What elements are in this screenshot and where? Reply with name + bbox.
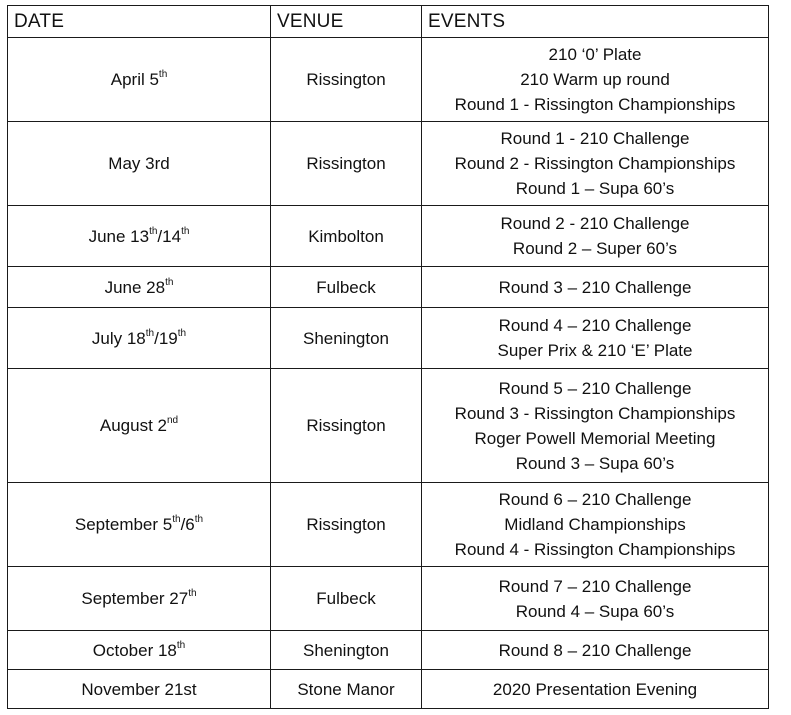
date-ordinal-suffix: th <box>194 514 204 526</box>
event-item: Round 5 – 210 Challenge <box>498 378 692 398</box>
date-ordinal-suffix: th <box>176 639 186 651</box>
event-item: Round 8 – 210 Challenge <box>498 640 692 660</box>
table-row <box>8 369 769 483</box>
event-item: 210 ‘0’ Plate <box>548 45 642 64</box>
date-text: September 5 <box>74 515 173 534</box>
event-item: Round 7 – 210 Challenge <box>498 576 692 596</box>
date-cell <box>8 483 271 567</box>
date-cell <box>8 206 271 267</box>
venue-header: VENUE <box>271 6 422 38</box>
events-cell <box>422 308 769 369</box>
event-item: Midland Championships <box>504 515 686 534</box>
date-text: /19 <box>154 328 178 348</box>
event-item: Roger Powell Memorial Meeting <box>474 428 716 448</box>
schedule-table <box>7 5 769 709</box>
date-text: June 13 <box>88 226 150 246</box>
events-header: EVENTS <box>422 6 769 38</box>
events-cell <box>422 206 769 267</box>
event-item: Round 4 - Rissington Championships <box>454 540 736 559</box>
venue-cell: Rissington <box>271 369 422 483</box>
date-text: June 28 <box>104 277 166 297</box>
venue-cell: Shenington <box>271 631 422 670</box>
event-item: Round 6 – 210 Challenge <box>498 490 692 509</box>
event-item: 210 Warm up round <box>520 70 670 89</box>
date-cell <box>8 308 271 369</box>
event-item: Round 1 – Supa 60’s <box>515 179 675 198</box>
table-row <box>8 631 769 670</box>
event-item: Round 3 - Rissington Championships <box>454 403 736 423</box>
events-cell <box>422 122 769 206</box>
date-ordinal-suffix: th <box>145 327 155 339</box>
date-ordinal-suffix: th <box>181 225 190 237</box>
date-ordinal-suffix: th <box>165 276 174 288</box>
event-item: Round 2 - 210 Challenge <box>500 214 690 233</box>
date-text: April 5 <box>110 70 159 89</box>
events-cell <box>422 567 769 631</box>
table-row <box>8 267 769 308</box>
event-item: Round 3 – 210 Challenge <box>498 277 692 297</box>
table-row <box>8 308 769 369</box>
table-row <box>8 670 769 709</box>
event-item: 2020 Presentation Evening <box>492 679 698 699</box>
venue-cell: Kimbolton <box>271 206 422 267</box>
date-ordinal-suffix: nd <box>166 415 179 427</box>
date-ordinal-suffix: th <box>177 327 187 339</box>
events-cell <box>422 483 769 567</box>
table-row <box>8 206 769 267</box>
date-cell <box>8 122 271 206</box>
venue-cell: Shenington <box>271 308 422 369</box>
events-cell <box>422 670 769 709</box>
date-cell <box>8 567 271 631</box>
event-item: Round 4 – Supa 60’s <box>515 601 675 621</box>
header-row <box>8 6 769 38</box>
venue-cell: Rissington <box>271 483 422 567</box>
date-ordinal-suffix: th <box>188 588 197 600</box>
event-item: Round 2 – Super 60’s <box>512 239 678 258</box>
venue-cell: Fulbeck <box>271 567 422 631</box>
date-text: /14 <box>157 226 182 246</box>
events-cell <box>422 38 769 122</box>
date-cell <box>8 267 271 308</box>
venue-cell: Rissington <box>271 38 422 122</box>
table-row <box>8 38 769 122</box>
date-cell <box>8 369 271 483</box>
date-text: July 18 <box>91 328 146 348</box>
event-item: Round 3 – Supa 60’s <box>515 453 675 473</box>
date-text: May 3rd <box>108 154 170 173</box>
date-text: November 21st <box>81 679 197 699</box>
date-cell <box>8 631 271 670</box>
date-text: August 2 <box>99 416 167 435</box>
table-row <box>8 567 769 631</box>
date-text: October 18 <box>92 640 177 660</box>
event-item: Super Prix & 210 ‘E’ Plate <box>497 341 693 360</box>
date-header: DATE <box>8 6 271 38</box>
events-cell <box>422 369 769 483</box>
venue-cell: Stone Manor <box>271 670 422 709</box>
table-row <box>8 483 769 567</box>
date-ordinal-suffix: th <box>149 225 158 237</box>
venue-cell: Rissington <box>271 122 422 206</box>
table-row <box>8 122 769 206</box>
events-cell <box>422 267 769 308</box>
date-cell <box>8 670 271 709</box>
event-item: Round 2 - Rissington Championships <box>454 154 736 173</box>
event-item: Round 1 - Rissington Championships <box>454 95 736 114</box>
venue-cell: Fulbeck <box>271 267 422 308</box>
date-ordinal-suffix: th <box>158 69 168 81</box>
date-cell <box>8 38 271 122</box>
event-item: Round 1 - 210 Challenge <box>500 129 690 148</box>
date-ordinal-suffix: th <box>172 514 181 526</box>
date-text: September 27 <box>81 589 189 608</box>
date-text: /6 <box>180 515 195 534</box>
events-cell <box>422 631 769 670</box>
event-item: Round 4 – 210 Challenge <box>498 316 692 335</box>
